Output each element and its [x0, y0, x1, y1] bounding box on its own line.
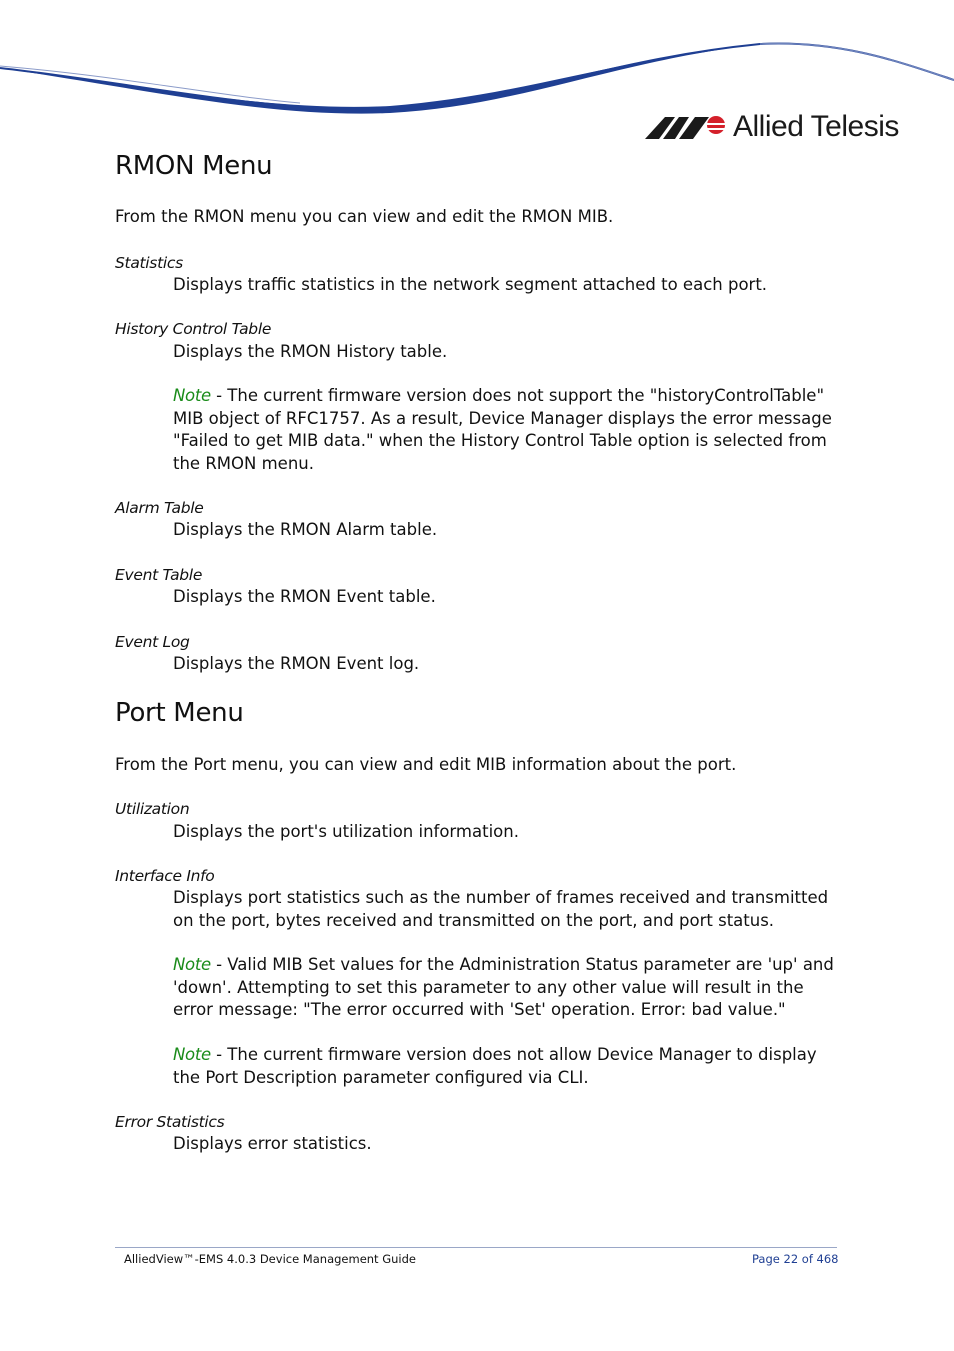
desc-alarm-table: Displays the RMON Alarm table.: [173, 520, 438, 539]
section-intro-port: From the Port menu, you can view and edit MIB information about the port.: [115, 755, 737, 774]
note-interface-info-port-description: [173, 1044, 843, 1089]
note-text: - The current firmware version does not allow Device Manager to display the Port Description parameter configured via CLI.: [173, 1045, 817, 1087]
logo-mark-icon: [645, 114, 727, 140]
desc-history-control-table: Displays the RMON History table.: [173, 342, 448, 361]
note-label: Note: [173, 955, 211, 974]
brand-name: Allied Telesis: [733, 110, 899, 143]
term-utilization: Utilization: [115, 800, 190, 818]
term-event-table: Event Table: [115, 566, 203, 584]
allied-telesis-logo: [645, 110, 899, 144]
desc-error-statistics: Displays error statistics.: [173, 1134, 372, 1153]
desc-interface-info: Displays port statistics such as the number of frames received and transmitted on the port, bytes received and transmitted on the port, and port status.: [173, 888, 829, 930]
term-statistics: Statistics: [115, 254, 183, 272]
note-interface-info-admin-status: [173, 954, 843, 1022]
note-text: - Valid MIB Set values for the Administration Status parameter are 'up' and 'down'. Attempting to set this parameter to any other value will result in the error message: "The error occurred with 'Set' operation. Error: bad value.": [173, 955, 834, 1019]
footer-divider: [115, 1247, 837, 1248]
section-title-port: Port Menu: [115, 698, 244, 728]
section-title-rmon: RMON Menu: [115, 151, 273, 181]
term-event-log: Event Log: [115, 633, 190, 651]
note-label: Note: [173, 1045, 211, 1064]
term-history-control-table: History Control Table: [115, 320, 272, 338]
term-alarm-table: Alarm Table: [115, 499, 204, 517]
footer-doc-title: AlliedView™-EMS 4.0.3 Device Management Guide: [124, 1252, 416, 1266]
desc-event-table: Displays the RMON Event table.: [173, 587, 436, 606]
desc-event-log: Displays the RMON Event log.: [173, 654, 420, 673]
desc-utilization: Displays the port's utilization information.: [173, 822, 519, 841]
footer-page-number: Page 22 of 468: [752, 1252, 839, 1266]
desc-statistics: Displays traffic statistics in the network segment attached to each port.: [173, 275, 768, 294]
term-interface-info: Interface Info: [115, 867, 215, 885]
term-error-statistics: Error Statistics: [115, 1113, 225, 1131]
section-intro-rmon: From the RMON menu you can view and edit the RMON MIB.: [115, 207, 614, 226]
note-label: Note: [173, 386, 211, 405]
note-history-control-table: [173, 385, 843, 475]
note-text: - The current firmware version does not support the "historyControlTable" MIB object of RFC1757. As a result, Device Manager displays the error message "Failed to get MIB data." when the History Control Table option is selected from the RMON menu.: [173, 386, 832, 473]
